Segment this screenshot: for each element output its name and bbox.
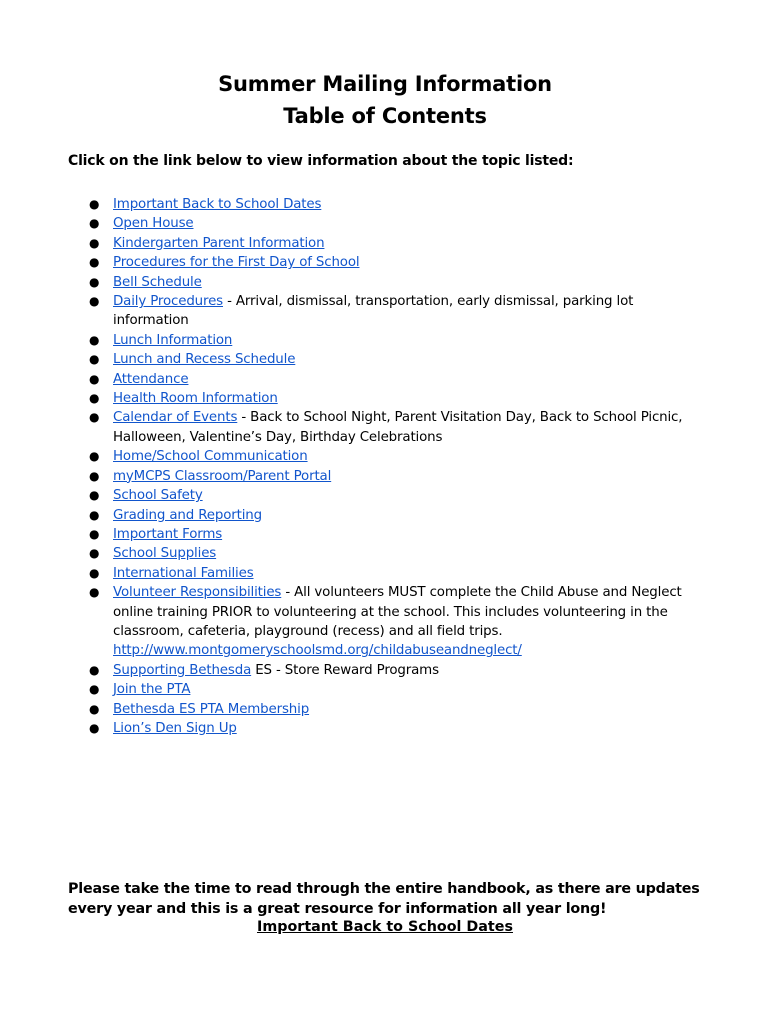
toc-item [86, 544, 706, 563]
training-url-link[interactable]: http://www.montgomeryschoolsmd.org/childabuseandneglect/ [113, 643, 522, 659]
bullet-icon: ● [89, 662, 100, 677]
bullet-icon: ● [89, 235, 100, 250]
footer-link[interactable]: Important Back to School Dates [257, 919, 513, 935]
bullet-icon: ● [89, 488, 100, 503]
toc-description: - Arrival, dismissal, transportation, early dismissal, parking lot information [113, 294, 634, 329]
bullet-icon: ● [89, 468, 100, 483]
toc-link[interactable]: Lunch Information [113, 332, 233, 348]
toc-item [86, 234, 706, 253]
toc-link[interactable]: Grading and Reporting [113, 507, 262, 523]
toc-link[interactable]: Attendance [113, 371, 189, 387]
bullet-icon: ● [89, 720, 100, 735]
bullet-icon: ● [89, 274, 100, 289]
toc-item [86, 408, 706, 447]
bullet-icon: ● [89, 255, 100, 270]
bullet-icon: ● [89, 294, 100, 309]
toc-item [86, 195, 706, 214]
toc-link[interactable]: Home/School Communication [113, 449, 308, 465]
toc-description: - All volunteers MUST complete the Child Abuse and Neglect online training PRIOR to volunteering at the school. This includes volunteering in the classroom, cafeteria, playground (recess) and all field trips. [113, 585, 682, 639]
toc-link[interactable]: Procedures for the First Day of School [113, 255, 360, 271]
bullet-icon: ● [89, 197, 100, 211]
footer-link-wrapper [0, 918, 770, 938]
bullet-icon: ● [89, 216, 100, 231]
toc-item [86, 700, 706, 719]
bullet-icon: ● [89, 410, 100, 425]
toc-item [86, 719, 706, 738]
bullet-icon: ● [89, 701, 100, 716]
toc-item [86, 253, 706, 272]
toc-item [86, 447, 706, 466]
toc-item [86, 292, 706, 331]
bullet-icon: ● [89, 585, 100, 600]
bullet-icon: ● [89, 332, 100, 347]
footer-text: Please take the time to read through the entire handbook, as there are updates every year and this is a great resource for information all year long! [68, 881, 700, 917]
toc-item [86, 661, 706, 680]
toc-item [86, 486, 706, 505]
toc-link[interactable]: School Safety [113, 488, 203, 504]
toc-link[interactable]: Join the PTA [113, 682, 191, 698]
toc-link[interactable]: Daily Procedures [113, 294, 223, 310]
toc-link[interactable]: Supporting Bethesda [113, 662, 252, 678]
toc-item [86, 680, 706, 699]
toc-link[interactable]: Lion’s Den Sign Up [113, 720, 237, 736]
toc-item [86, 350, 706, 369]
toc-item [86, 389, 706, 408]
bullet-icon: ● [89, 507, 100, 522]
toc-description: - Back to School Night, Parent Visitation Day, Back to School Picnic, Halloween, Valentine’s Day, Birthday Celebrations [113, 410, 683, 445]
toc-link[interactable]: Kindergarten Parent Information [113, 235, 325, 251]
toc-link[interactable]: Important Back to School Dates [113, 197, 322, 212]
page-title: Summer Mailing Information [218, 72, 552, 96]
table-of-contents [86, 195, 706, 738]
toc-link[interactable]: School Supplies [113, 546, 217, 562]
bullet-icon: ● [89, 371, 100, 386]
bullet-icon: ● [89, 526, 100, 541]
toc-link[interactable]: Open House [113, 216, 194, 232]
toc-item [86, 214, 706, 233]
toc-item [86, 273, 706, 292]
bullet-icon: ● [89, 352, 100, 367]
toc-link[interactable]: Volunteer Responsibilities [113, 585, 282, 601]
bullet-icon: ● [89, 449, 100, 464]
toc-link[interactable]: Lunch and Recess Schedule [113, 352, 296, 368]
bullet-icon: ● [89, 682, 100, 697]
bullet-icon: ● [89, 565, 100, 580]
toc-link[interactable]: myMCPS Classroom/Parent Portal [113, 468, 332, 484]
toc-item [86, 506, 706, 525]
bullet-icon: ● [89, 391, 100, 406]
toc-item [86, 525, 706, 544]
toc-item [86, 583, 706, 661]
intro-text: Click on the link below to view information about the topic listed: [68, 153, 574, 169]
toc-description: ES - Store Reward Programs [251, 662, 439, 678]
toc-item [86, 467, 706, 486]
bullet-icon: ● [89, 546, 100, 561]
toc-item [86, 331, 706, 350]
toc-link[interactable]: Bethesda ES PTA Membership [113, 701, 310, 717]
toc-link[interactable]: Bell Schedule [113, 274, 202, 290]
toc-link[interactable]: International Families [113, 565, 254, 581]
toc-item [86, 370, 706, 389]
toc-link[interactable]: Important Forms [113, 526, 223, 542]
toc-link[interactable]: Health Room Information [113, 391, 278, 407]
page-subtitle: Table of Contents [283, 104, 487, 128]
toc-link[interactable]: Calendar of Events [113, 410, 238, 426]
toc-item [86, 564, 706, 583]
